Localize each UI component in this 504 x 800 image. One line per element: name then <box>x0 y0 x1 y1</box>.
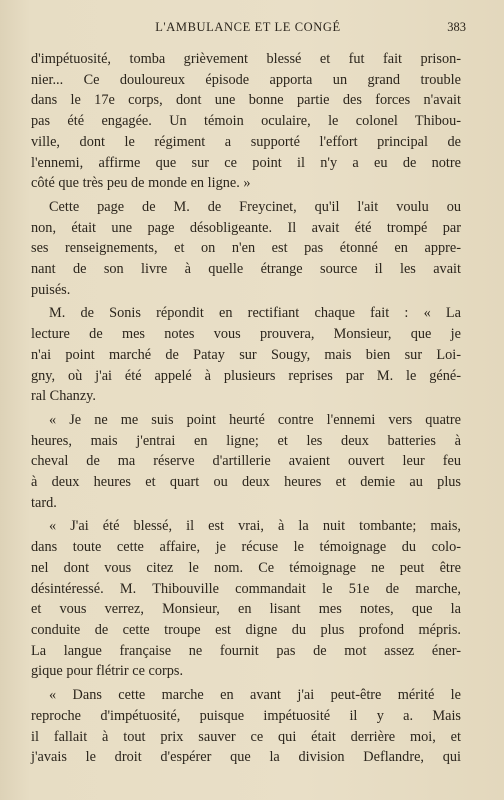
text-line: j'avais le droit d'espérer que la division Deflandre, qui <box>31 749 461 766</box>
text-line: côté que très peu de monde en ligne. » <box>31 175 251 192</box>
text-line: il fallait à tout prix sauver ce qui était derrière moi, et <box>31 728 461 745</box>
text-line: nel dont vous citez le nom. Ce témoignage ne peut être <box>31 559 461 576</box>
text-line: reproche d'impétuosité, puisque impétuosité il y a. Mais <box>31 707 461 724</box>
page-header <box>30 20 466 40</box>
paragraph-2 <box>31 197 461 301</box>
text-line: ville, dont le régiment a supporté l'effort principal de <box>31 133 461 150</box>
text-line: n'ai point marché de Patay sur Sougy, mais bien sur Loi- <box>31 346 461 363</box>
text-line: nant de son livre à quelle étrange source il les avait <box>31 261 461 278</box>
text-line: conduite de cette troupe est digne du plus profond mépris. <box>31 621 461 638</box>
text-line: heures, mais j'entrai en ligne; et les deux batteries à <box>31 432 461 449</box>
text-line: ral Chanzy. <box>31 388 96 405</box>
text-line: cheval de ma réserve d'artillerie avaient ouvert leur feu <box>31 453 461 470</box>
text-line: non, était une page désobligeante. Il avait été trompé par <box>31 219 461 236</box>
paragraph-6 <box>31 685 461 768</box>
text-line: La langue française ne fournit pas de mot assez éner- <box>31 642 461 659</box>
page-number: 383 <box>447 20 466 34</box>
text-line: puisés. <box>31 281 71 298</box>
text-line: gny, où j'ai été appelé à plusieurs reprises par M. le géné- <box>31 367 461 384</box>
text-line: d'impétuosité, tomba grièvement blessé et fut fait prison- <box>31 51 461 67</box>
paragraph-4 <box>31 410 461 514</box>
text-line: pas été engagée. Un témoin oculaire, le colonel Thibou- <box>31 113 461 130</box>
text-line: M. de Sonis répondit en rectifiant chaque fait : « La <box>49 305 461 322</box>
page-body <box>31 49 461 771</box>
text-line: nier... Ce douloureux épisode apporta un grand trouble <box>31 71 461 88</box>
paragraph-1 <box>31 49 461 194</box>
paragraph-5 <box>31 516 461 682</box>
running-title: L'AMBULANCE ET LE CONGÉ <box>155 20 341 34</box>
text-line: lecture de mes notes vous prouvera, Monsieur, que je <box>31 326 461 343</box>
text-line: à deux heures et quart ou deux heures et demie au plus <box>31 474 461 491</box>
text-line: ses renseignements, et on n'en est pas étonné en appre- <box>31 240 461 257</box>
text-line: et vous verrez, Monsieur, en lisant mes notes, que la <box>31 601 461 618</box>
text-line: « Je ne me suis point heurté contre l'ennemi vers quatre <box>49 411 461 428</box>
text-line: tard. <box>31 494 57 511</box>
text-line: l'ennemi, affirme que sur ce point il n'y a eu de notre <box>31 154 461 171</box>
text-line: « Dans cette marche en avant j'ai peut-être mérité le <box>49 687 461 704</box>
text-line: dans toute cette affaire, je récuse le témoignage du colo- <box>31 539 461 556</box>
paragraph-3 <box>31 303 461 407</box>
text-line: gique pour flétrir ce corps. <box>31 663 184 680</box>
text-line: Cette page de M. de Freycinet, qu'il l'ait voulu ou <box>49 198 461 215</box>
text-line: « J'ai été blessé, il est vrai, à la nuit tombante; mais, <box>49 518 461 535</box>
text-line: dans le 17e corps, dont une bonne partie des forces n'avait <box>31 92 461 109</box>
text-line: désintéressé. M. Thibouville commandait le 51e de marche, <box>31 580 461 597</box>
